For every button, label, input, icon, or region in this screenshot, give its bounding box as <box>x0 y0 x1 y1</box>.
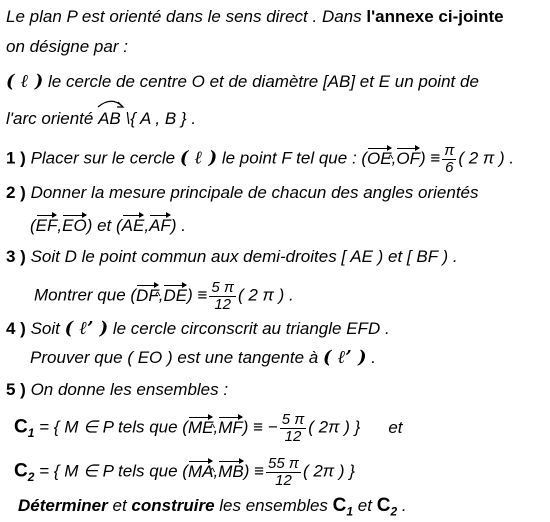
frac-numerator: π <box>444 142 455 159</box>
arc-icon <box>96 98 126 108</box>
final-c2: C <box>376 495 391 516</box>
question-3 <box>6 248 458 265</box>
final-c1-sub: 1 <box>346 504 354 519</box>
vector-mb: MB <box>218 461 244 481</box>
c1-et: et <box>388 417 403 437</box>
final-instruction <box>18 496 407 517</box>
frac-numerator: 5 π <box>281 411 305 428</box>
c1-fraction <box>280 412 307 445</box>
vector-eo: EO <box>62 216 87 235</box>
q4-text: Soit <box>25 319 65 338</box>
c1-text: = { M ∈ P tels que ( <box>34 417 188 437</box>
circle-symbol: ( ℓ ) <box>6 71 44 92</box>
vector-ae: AE <box>121 216 145 235</box>
q2-text-2: ) et ( <box>86 216 122 235</box>
q4-text-3: Prouver que ( EO ) est une tangente à <box>30 348 323 367</box>
question-5 <box>6 381 228 398</box>
frac-numerator: 5 π <box>211 279 234 296</box>
intro-text-2: on désigne par : <box>6 37 128 56</box>
q2-text-3: ) . <box>170 216 186 235</box>
q1-circle-symbol: ( ℓ ) <box>179 147 218 169</box>
c1-text-3: ( 2π ) } <box>308 417 361 437</box>
vector-de: DE <box>163 285 188 305</box>
final-c2-sub: 2 <box>390 504 398 519</box>
c1-subscript: 1 <box>27 426 35 441</box>
c2-text: = { M ∈ P tels que ( <box>34 461 188 481</box>
q3-number: 3 ) <box>6 247 26 266</box>
frac-denominator: 12 <box>284 427 302 445</box>
set-c2: $C_2$ = { M ∈ P tels que (MA,MB) ≡ $\frac{55 \pi}{12}$ ( 2π ) } <box>14 455 355 489</box>
q3-text: Soit D le point commun aux demi-droites [ AE ) et [ BF ) . <box>25 247 458 266</box>
vector-af: AF <box>149 216 171 235</box>
final-text-3: et <box>353 496 377 515</box>
c1-label: C <box>14 416 28 438</box>
question-3-show: Montrer que (DF,DE) ≡ $\frac{5 \pi}{12}$ ( 2 π ) . <box>34 279 294 313</box>
vector-ef: EF <box>35 216 58 235</box>
final-c1: C <box>332 495 347 516</box>
intro-text: Le plan P est orienté dans le sens direct . Dans <box>6 7 367 26</box>
q3-text-4: ( 2 π ) . <box>237 285 294 305</box>
c2-fraction <box>266 456 301 489</box>
vector-ma: MA <box>187 461 214 481</box>
question-1: 1 ) Placer sur le cercle ( ℓ ) le point F tel que : (OE,OF) ≡ $\frac{\pi}{6}$ ( 2 π ) . <box>6 142 515 176</box>
vector-oe: OE <box>367 148 392 168</box>
q4-number: 4 ) <box>6 319 26 338</box>
q5-number: 5 ) <box>6 380 26 399</box>
frac-denominator: 6 <box>445 158 454 176</box>
intro-line-2 <box>6 38 128 55</box>
q1-text: Placer sur le cercle <box>25 148 180 168</box>
arc-text-2: \{ A , B } . <box>120 109 197 128</box>
final-text-2: les ensembles <box>214 496 333 515</box>
arc-definition <box>6 106 196 127</box>
frac-denominator: 12 <box>214 295 232 313</box>
final-text-4: . <box>397 496 407 515</box>
determine-word: Déterminer <box>18 496 108 515</box>
question-2 <box>6 184 479 201</box>
q3-text-3: ) ≡ <box>187 285 208 305</box>
q1-text-2: le point F tel que : ( <box>217 148 368 168</box>
q4-circle-symbol-2: ( ℓ’ ) <box>322 347 367 368</box>
q5-text: On donne les ensembles : <box>25 380 229 399</box>
circle-definition <box>6 73 479 91</box>
c1-text-2: ) ≡ − <box>242 417 278 437</box>
q2-text: Donner la mesure principale de chacun des angles orientés <box>25 183 479 202</box>
frac-numerator: 55 π <box>268 455 299 472</box>
vector-me: ME <box>187 417 214 437</box>
q1-text-3: ) ≡ <box>419 148 441 168</box>
final-text: et <box>107 496 132 515</box>
q4-circle-symbol: ( ℓ’ ) <box>64 318 109 339</box>
arc-ab <box>98 106 121 127</box>
question-4-prove <box>30 349 376 367</box>
q2-paren: ( <box>30 216 36 235</box>
q3-text-2: Montrer que ( <box>34 285 137 305</box>
construct-word: construire <box>131 496 215 515</box>
circle-def-text: le cercle de centre O et de diamètre [AB] et E un point de <box>43 72 479 91</box>
arc-text: l'arc orienté <box>6 109 99 128</box>
annex-reference: l'annexe ci-jointe <box>366 7 504 26</box>
c2-text-2: ) ≡ <box>243 461 265 481</box>
arc-label: AB <box>98 109 121 128</box>
question-2-angles: (EF,EO) et (AE,AF) . <box>30 216 186 235</box>
vector-df: DF <box>136 285 159 305</box>
vector-mf: MF <box>218 417 243 437</box>
vector-of: OF <box>396 148 420 168</box>
q4-text-4: . <box>366 348 376 367</box>
question-4 <box>6 320 390 338</box>
q1-fraction <box>442 143 456 176</box>
c2-label: C <box>14 460 28 482</box>
q1-number: 1 ) <box>6 148 26 168</box>
frac-denominator: 12 <box>275 471 292 489</box>
c2-text-3: ( 2π ) } <box>302 461 355 481</box>
q1-text-4: ( 2 π ) . <box>458 148 515 168</box>
set-c1: $C_1$ = { M ∈ P tels que (ME,MF) ≡ − $\frac{5 \pi}{12}$ ( 2π ) } et <box>14 411 403 445</box>
q3-fraction <box>209 280 236 313</box>
q4-text-2: le cercle circonscrit au triangle EFD . <box>108 319 390 338</box>
intro-line-1 <box>6 8 504 25</box>
q2-number: 2 ) <box>6 183 26 202</box>
c2-subscript: 2 <box>27 470 35 485</box>
